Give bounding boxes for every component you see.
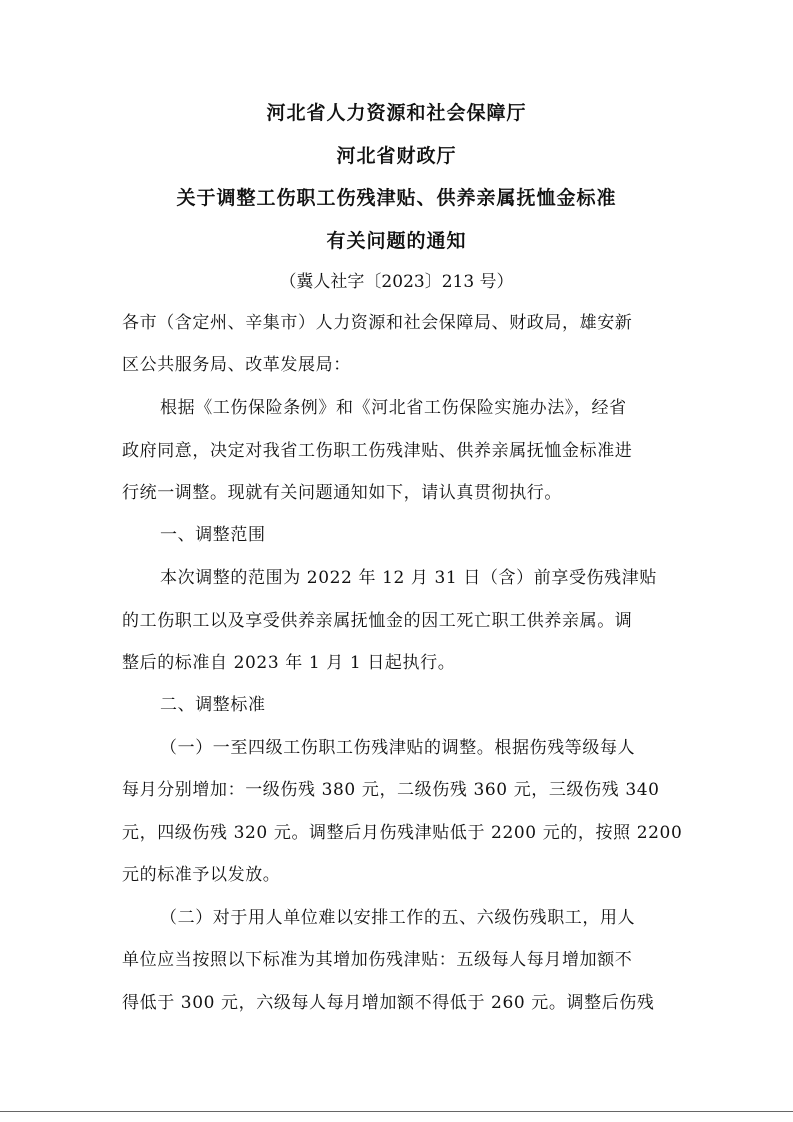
section-1-heading: 一、调整范围	[160, 525, 266, 545]
intro-line-2: 政府同意，决定对我省工伤职工伤残津贴、供养亲属抚恤金标准进	[122, 441, 633, 461]
title-line-4: 有关问题的通知	[326, 230, 467, 252]
title-line-3: 关于调整工伤职工伤残津贴、供养亲属抚恤金标准	[176, 187, 617, 209]
title-line-1: 河北省人力资源和社会保障厅	[266, 102, 527, 124]
item-2-line-2: 单位应当按照以下标准为其增加伤残津贴：五级每人每月增加额不	[122, 950, 633, 970]
section-1-line-1: 本次调整的范围为 2022 年 12 月 31 日（含）前享受伤残津贴	[160, 568, 657, 588]
addressee-line-1: 各市（含定州、辛集市）人力资源和社会保障局、财政局，雄安新	[122, 313, 633, 333]
addressee-line-2: 区公共服务局、改革发展局：	[122, 355, 351, 375]
section-1-line-2: 的工伤职工以及享受供养亲属抚恤金的因工死亡职工供养亲属。调	[122, 611, 633, 631]
title-line-2: 河北省财政厅	[336, 145, 457, 167]
item-2-line-1: （二）对于用人单位难以安排工作的五、六级伤残职工，用人	[160, 908, 636, 928]
section-1-line-3: 整后的标准自 2023 年 1 月 1 日起执行。	[122, 653, 456, 673]
item-1-line-4: 元的标准予以发放。	[122, 865, 281, 885]
item-2-line-3: 得低于 300 元，六级每人每月增加额不得低于 260 元。调整后伤残	[122, 993, 655, 1013]
section-2-heading: 二、调整标准	[160, 695, 266, 715]
item-1-line-1: （一）一至四级工伤职工伤残津贴的调整。根据伤残等级每人	[160, 738, 636, 758]
document-number: （冀人社字〔2023〕213 号）	[279, 272, 514, 292]
item-1-line-3: 元，四级伤残 320 元。调整后月伤残津贴低于 2200 元的，按照 2200	[122, 823, 683, 843]
intro-line-3: 行统一调整。现就有关问题通知如下，请认真贯彻执行。	[122, 483, 562, 503]
intro-line-1: 根据《工伤保险条例》和《河北省工伤保险实施办法》，经省	[160, 398, 627, 418]
item-1-line-2: 每月分别增加：一级伤残 380 元，二级伤残 360 元，三级伤残 340	[122, 780, 660, 800]
page-bottom-rule	[0, 1111, 793, 1112]
